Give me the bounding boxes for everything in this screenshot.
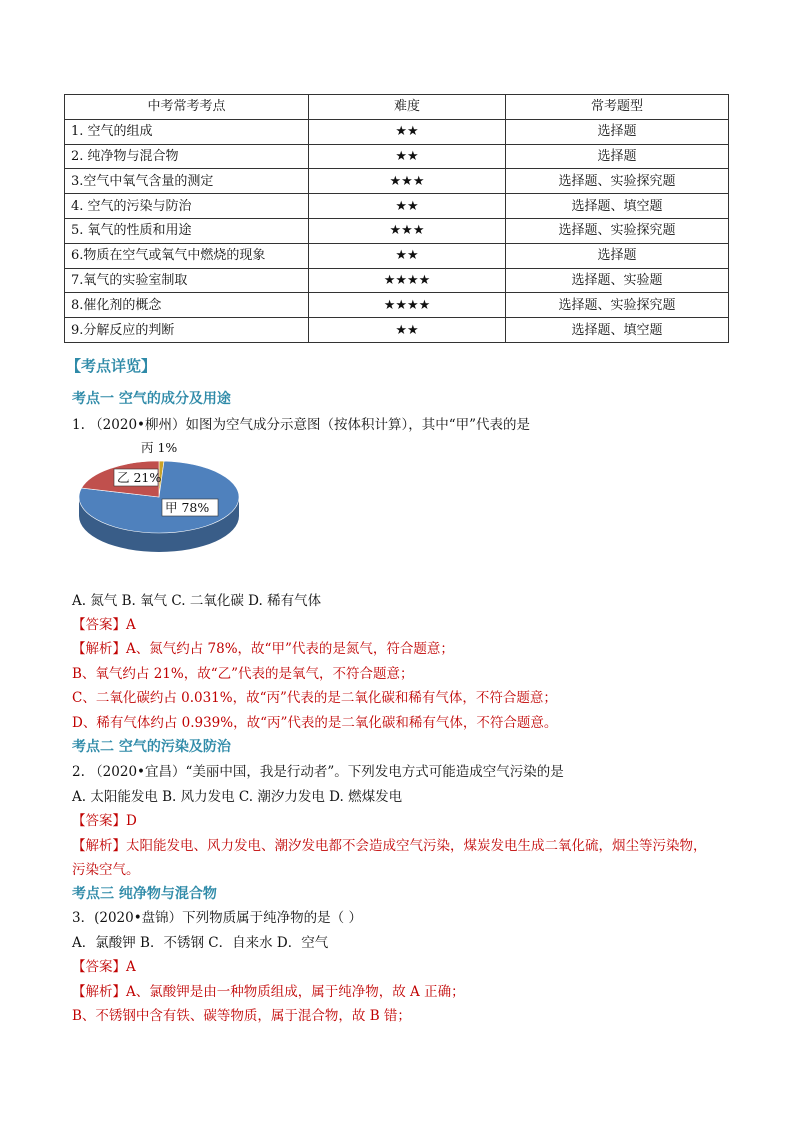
type-cell: 选择题、实验探究题 [506,293,729,318]
pie-label-甲: 甲 78% [165,500,210,515]
point-cell: 7.氧气的实验室制取 [65,268,309,293]
table-row [65,293,729,318]
point-cell: 1. 空气的组成 [65,119,309,144]
point-cell: 6.物质在空气或氧气中燃烧的现象 [65,243,309,268]
section-heading: 【考点详览】 [66,357,157,375]
air-composition-pie-chart [76,435,266,565]
question-3: 3．(2020•盘锦）下列物质属于纯净物的是（ ） [72,910,362,926]
difficulty-cell: ★★★ [309,169,506,194]
table-header-row [65,95,729,120]
table-row [65,318,729,343]
point-cell: 8.催化剂的概念 [65,293,309,318]
type-cell: 选择题、实验题 [506,268,729,293]
pie-label-乙: 乙 21% [117,470,162,485]
table-row [65,169,729,194]
question-3-answer: 【答案】A [72,959,136,975]
point-cell: 3.空气中氧气含量的测定 [65,169,309,194]
question-2-options: A. 太阳能发电 B. 风力发电 C. 潮汐力发电 D. 燃煤发电 [72,789,403,805]
table-row [65,194,729,219]
difficulty-cell: ★★★★ [309,268,506,293]
header-question-type: 常考题型 [506,95,729,120]
pie-label-丙: 丙 1% [141,440,178,455]
question-1-options: A. 氮气 B. 氧气 C. 二氧化碳 D. 稀有气体 [72,593,322,609]
header-point: 中考常考考点 [65,95,309,120]
difficulty-cell: ★★★★ [309,293,506,318]
type-cell: 选择题 [506,119,729,144]
type-cell: 选择题 [506,144,729,169]
section-1-title: 考点一 空气的成分及用途 [72,391,231,407]
difficulty-cell: ★★★ [309,218,506,243]
difficulty-cell: ★★ [309,243,506,268]
type-cell: 选择题、填空题 [506,318,729,343]
question-3-options: A．氯酸钾 B．不锈钢 C．自来水 D．空气 [72,935,329,951]
type-cell: 选择题、实验探究题 [506,218,729,243]
question-3-analysis-line: 【解析】A、氯酸钾是由一种物质组成，属于纯净物，故 A 正确； [72,984,465,1000]
point-cell: 4. 空气的污染与防治 [65,194,309,219]
table-row [65,218,729,243]
type-cell: 选择题、实验探究题 [506,169,729,194]
point-cell: 9.分解反应的判断 [65,318,309,343]
table-row [65,119,729,144]
section-2-title: 考点二 空气的污染及防治 [72,739,231,755]
header-difficulty: 难度 [309,95,506,120]
difficulty-cell: ★★ [309,318,506,343]
table-row [65,243,729,268]
question-2-analysis-line: 污染空气。 [72,862,140,878]
table-row [65,144,729,169]
question-1-analysis-line: B、氧气约占 21%，故“乙”代表的是氧气，不符合题意； [72,666,414,682]
question-2-answer: 【答案】D [72,813,137,829]
type-cell: 选择题 [506,243,729,268]
question-3-analysis-line: B、不锈钢中含有铁、碳等物质，属于混合物，故 B 错； [72,1008,411,1024]
difficulty-cell: ★★ [309,119,506,144]
question-1: 1. （2020•柳州）如图为空气成分示意图（按体积计算），其中“甲”代表的是 [72,417,531,433]
point-cell: 5. 氧气的性质和用途 [65,218,309,243]
question-1-analysis-line: D、稀有气体约占 0.939%，故“丙”代表的是二氧化碳和稀有气体，不符合题意。 [72,715,558,731]
table-row [65,268,729,293]
question-1-analysis-line: 【解析】A、氮气约占 78%，故“甲”代表的是氮气，符合题意； [72,641,454,657]
type-cell: 选择题、填空题 [506,194,729,219]
question-1-analysis-line: C、二氧化碳约占 0.031%，故“丙”代表的是二氧化碳和稀有气体，不符合题意； [72,690,557,706]
question-2: 2. （2020•宜昌）“美丽中国，我是行动者”。下列发电方式可能造成空气污染的是 [72,764,564,780]
section-3-title: 考点三 纯净物与混合物 [72,886,217,902]
question-1-answer: 【答案】A [72,617,136,633]
difficulty-cell: ★★ [309,194,506,219]
difficulty-cell: ★★ [309,144,506,169]
point-cell: 2. 纯净物与混合物 [65,144,309,169]
question-2-analysis-line: 【解析】太阳能发电、风力发电、潮汐发电都不会造成空气污染，煤炭发电生成二氧化硫，烟尘等污染物， [72,838,707,854]
exam-points-table [64,94,729,343]
